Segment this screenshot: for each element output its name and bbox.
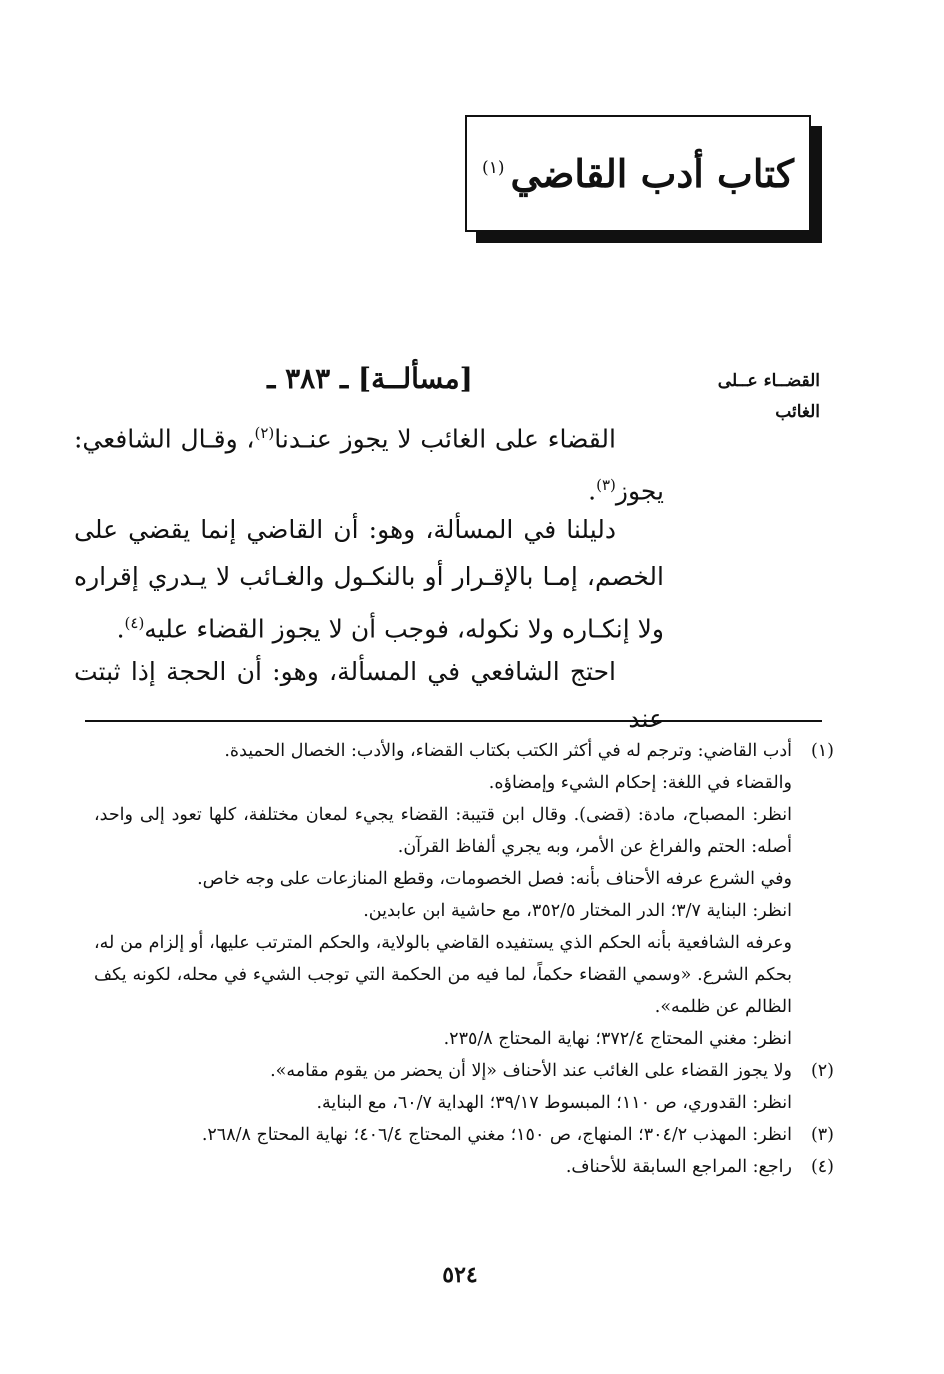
margin-note: [680, 366, 820, 428]
footnote-separator: [85, 720, 822, 722]
footnote-line: انظر: المهذب ٣٠٤/٢؛ المنهاج، ص ١٥٠؛ مغني المحتاج ٤٠٦/٤؛ نهاية المحتاج ٢٦٨/٨.: [201, 1125, 792, 1145]
footnote-number: (٣): [810, 1125, 834, 1145]
paragraph-1-text: القضاء على الغائب لا يجوز عنـدنا: [274, 424, 616, 454]
footnote-ref-4: (٤): [124, 614, 145, 632]
footnote-number: (٢): [810, 1061, 834, 1081]
footnote-number: (٤): [810, 1157, 834, 1177]
footnote-4: [94, 1151, 834, 1183]
footnote-line: والقضاء في اللغة: إحكام الشيء وإمضاؤه.: [488, 773, 792, 793]
footnote-2: [94, 1055, 834, 1119]
footnote-line: انظر: مغني المحتاج ٣٧٢/٤؛ نهاية المحتاج ٢٣٥/٨.: [443, 1029, 792, 1049]
page-number: ٥٢٤: [442, 1262, 478, 1288]
paragraph-3-text: احتج الشافعي في المسألة، وهو: أن الحجة إذا ثبتت عند: [74, 657, 664, 733]
footnote-line: انظر: البناية ٣/٧؛ الدر المختار ٣٥٢/٥، مع حاشية ابن عابدين.: [363, 901, 792, 921]
footnote-line: وعرفه الشافعية بأنه الحكم الذي يستفيده القاضي بالولاية، والحكم المترتب عليها، أو إلزام من له، بحكم الشرع. «وسمي القضاء حكماً، لما فيه من الحكمة التي توجب الشيء في محله، لكونه يكف الظالم عن ظلمه».: [94, 933, 792, 1017]
footnote-line: راجع: المراجع السابقة للأحناف.: [565, 1157, 792, 1177]
footnote-line: ولا يجوز القضاء على الغائب عند الأحناف «إلا أن يحضر من يقوم مقامه».: [270, 1061, 792, 1081]
paragraph-2-text: دليلنا في المسألة، وهو: أن القاضي إنما يقضي على الخصم، إمـا بالإقـرار أو بالنكـول والغـائب لا يـدري إقراره ولا إنكـاره ولا نكوله، فوجب أن لا يجوز القضاء عليه: [74, 515, 664, 644]
issue-heading: [مسألــة] ـ ٣٨٣ ـ: [267, 362, 473, 395]
footnote-3: [94, 1119, 834, 1151]
footnote-line: أدب القاضي: وترجم له في أكثر الكتب بكتاب القضاء، والأدب: الخصال الحميدة.: [224, 741, 792, 761]
paragraph-1: [74, 410, 664, 515]
paragraph-3: [74, 648, 664, 742]
footnotes: [94, 735, 834, 1183]
chapter-title-box: [465, 115, 811, 232]
footnote-line: انظر: المصباح، مادة: (قضى). وقال ابن قتيبة: القضاء يجيء لمعان مختلفة، كلها تعود إلى واحد، أصله: الحتم والفراغ عن الأمر، وبه يجري ألفاظ القرآن.: [94, 805, 792, 857]
margin-note-line-2: الغائب: [775, 402, 820, 422]
chapter-title-footnote-mark: (١): [482, 158, 505, 179]
footnote-ref-2: (٢): [254, 424, 275, 442]
chapter-title-text: كتاب أدب القاضي: [510, 151, 794, 196]
footnote-line: وفي الشرع عرفه الأحناف بأنه: فصل الخصومات، وقطع المنازعات على وجه خاص.: [197, 869, 792, 889]
paragraph-1-text-2: ، وقـال الشافعي: يجوز: [74, 424, 664, 506]
margin-note-line-1: القضــاء عــلى: [717, 371, 820, 391]
paragraph-1-end: .: [588, 476, 597, 506]
footnote-ref-3: (٣): [596, 476, 616, 495]
paragraph-2-end: .: [116, 614, 125, 644]
footnote-number: (١): [810, 741, 834, 761]
footnote-line: انظر: القدوري، ص ١١٠؛ المبسوط ٣٩/١٧؛ الهداية ٦٠/٧، مع البناية.: [316, 1093, 792, 1113]
footnote-1: [94, 735, 834, 1055]
chapter-title: [482, 151, 794, 196]
paragraph-2: [74, 506, 664, 652]
